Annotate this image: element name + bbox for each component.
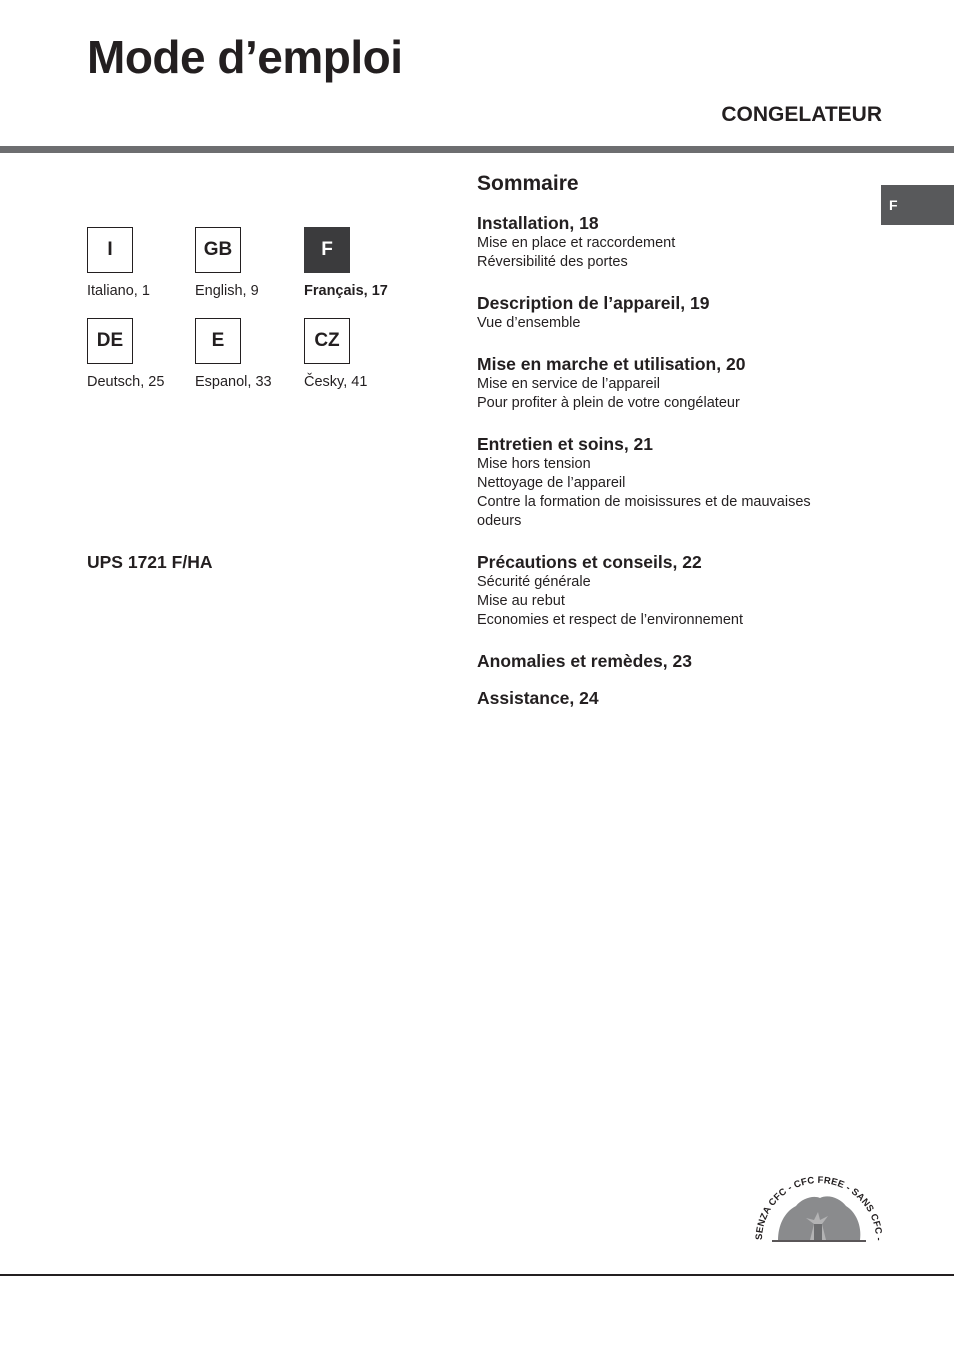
bottom-divider: [0, 1274, 954, 1276]
toc-subitem: Sécurité générale: [477, 574, 591, 590]
toc-subitem: Mise en place et raccordement: [477, 235, 676, 251]
toc-section-title[interactable]: Entretien et soins, 21: [477, 434, 654, 454]
toc-subitem: Pour profiter à plein de votre congélateur: [477, 395, 740, 411]
tree-icon: [748, 1168, 890, 1246]
language-item-fr[interactable]: [304, 227, 388, 299]
toc-subitem: Mise au rebut: [477, 593, 565, 609]
language-code-box: GB: [195, 227, 241, 273]
toc-section-title[interactable]: Précautions et conseils, 22: [477, 552, 702, 572]
toc-subitem: Nettoyage de l’appareil: [477, 475, 626, 491]
toc-section-assistance: [477, 687, 877, 709]
language-item-de[interactable]: [87, 318, 164, 390]
language-label: Deutsch, 25: [87, 374, 165, 390]
toc-heading: Sommaire: [477, 172, 579, 195]
toc-section-troubleshooting: [477, 650, 877, 672]
language-code-box: DE: [87, 318, 133, 364]
product-type: CONGELATEUR: [721, 103, 882, 126]
language-label: Italiano, 1: [87, 283, 150, 299]
toc-section-installation: [477, 212, 877, 272]
logo-text: SENZA CFC - CFC FREE - SANS CFC -: [753, 1174, 885, 1241]
top-divider: [0, 146, 954, 153]
language-code-box: I: [87, 227, 133, 273]
language-item-cz[interactable]: [304, 318, 367, 390]
language-label: English, 9: [195, 283, 259, 299]
page-title: Mode d’emploi: [87, 31, 403, 83]
language-item-gb[interactable]: [195, 227, 259, 299]
language-label: Espanol, 33: [195, 374, 272, 390]
language-tab[interactable]: F: [881, 185, 954, 225]
cfc-free-logo: [748, 1168, 890, 1246]
toc-section-maintenance: [477, 433, 877, 531]
toc-section-title[interactable]: Description de l’appareil, 19: [477, 293, 710, 313]
toc-section-title[interactable]: Anomalies et remèdes, 23: [477, 651, 692, 671]
toc-section-start: [477, 353, 877, 413]
table-of-contents: [477, 172, 877, 729]
toc-section-title[interactable]: Installation, 18: [477, 213, 599, 233]
language-label: Français, 17: [304, 283, 388, 299]
model-number: UPS 1721 F/HA: [87, 552, 213, 572]
language-item-es[interactable]: [195, 318, 272, 390]
toc-section-description: [477, 292, 877, 333]
language-item-it[interactable]: [87, 227, 150, 299]
toc-subitem: Réversibilité des portes: [477, 254, 628, 270]
toc-section-title[interactable]: Assistance, 24: [477, 688, 599, 708]
toc-subitem: Mise hors tension: [477, 456, 591, 472]
language-code-box: CZ: [304, 318, 350, 364]
toc-subitem: Contre la formation de moisissures et de mauvaises odeurs: [477, 494, 811, 529]
language-code-box-active: F: [304, 227, 350, 273]
toc-section-title[interactable]: Mise en marche et utilisation, 20: [477, 354, 746, 374]
toc-subitem: Economies et respect de l’environnement: [477, 612, 743, 628]
language-code-box: E: [195, 318, 241, 364]
language-label: Česky, 41: [304, 374, 368, 390]
toc-subitem: Mise en service de l’appareil: [477, 376, 660, 392]
toc-subitem: Vue d’ensemble: [477, 315, 581, 331]
toc-section-precautions: [477, 551, 877, 630]
